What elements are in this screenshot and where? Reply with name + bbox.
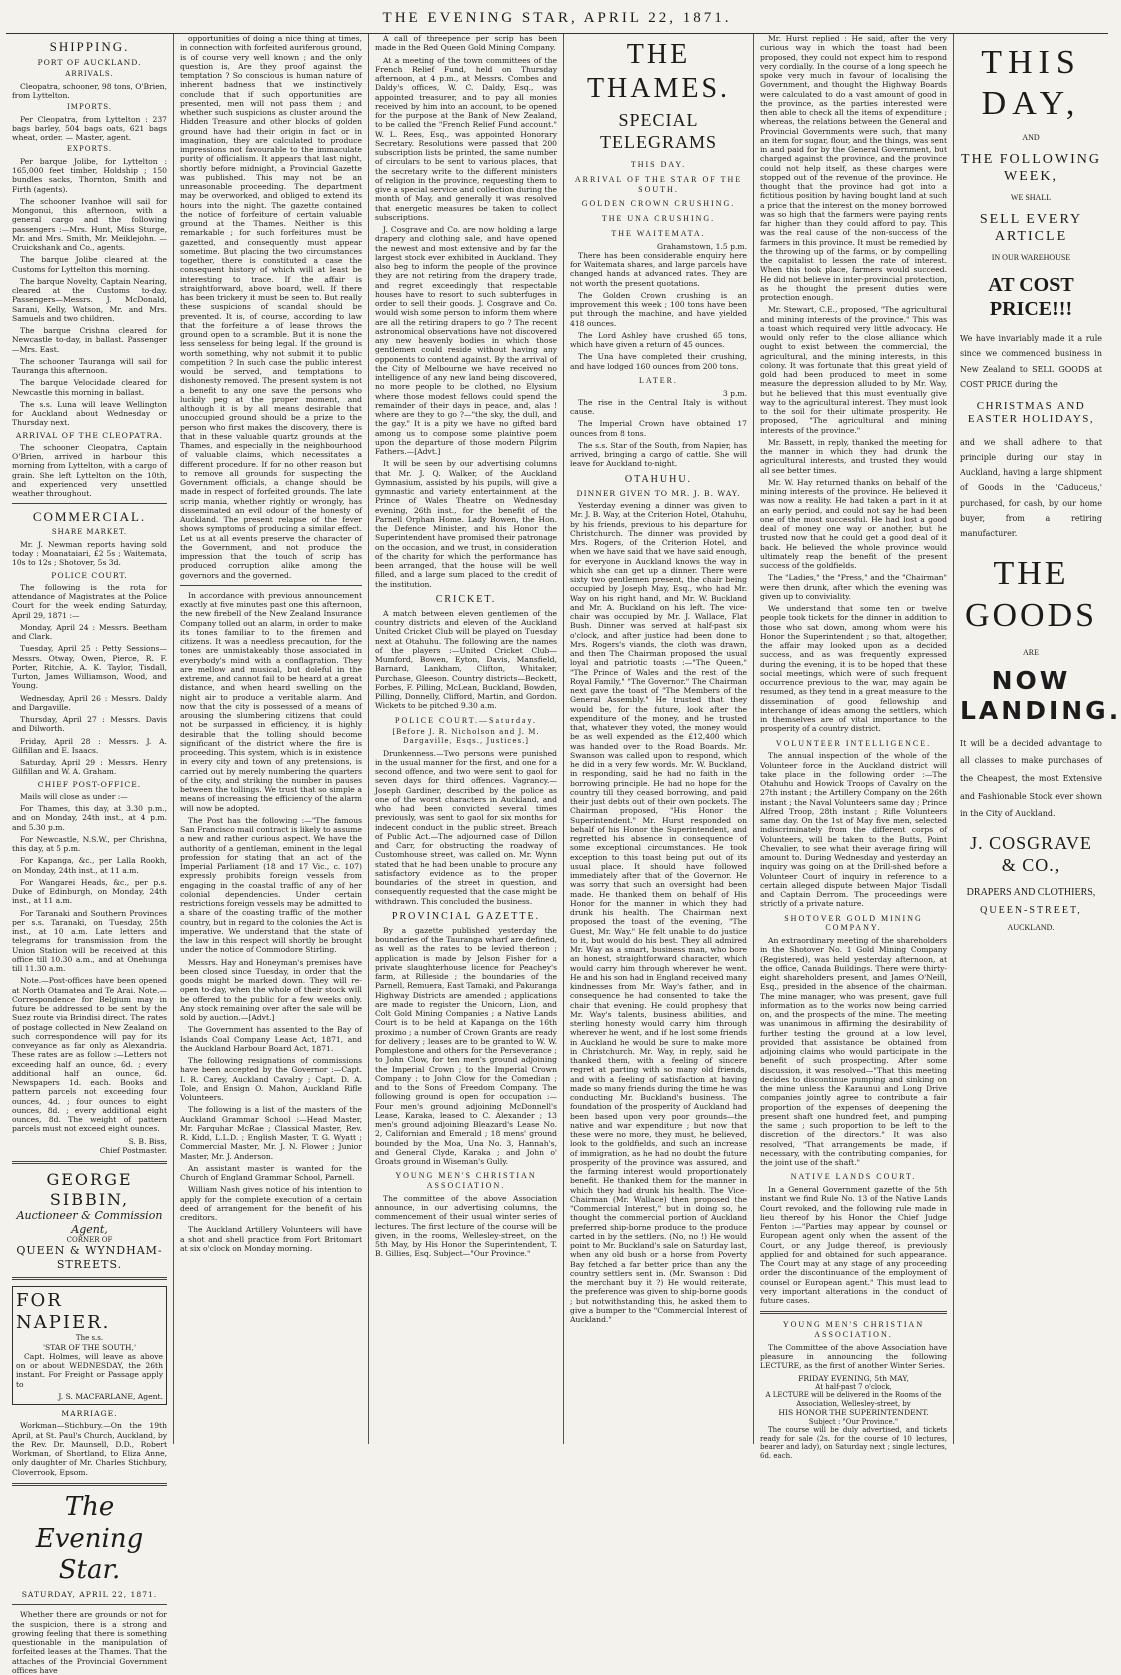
exports-text: Per barque Jolibe, for Lyttelton : 165,000 feet timber, Holdship ; 150 bundles sacks, Thornton, Smith and Firth (agents). (12, 156, 167, 194)
postmaster-name: S. B. Biss, (128, 1136, 167, 1146)
ad-drapers: DRAPERS AND CLOTHIERS, (966, 886, 1096, 898)
post-item: For Kapanga, &c., per Lalla Rookh, on Monday, 24th inst., at 11 a.m. (12, 856, 167, 875)
shotover-heading: SHOTOVER GOLD MINING COMPANY. (784, 913, 923, 933)
volunteer-text: The annual inspection of the whole of the Volunteer force in the Auckland district will take place in the following order :—The Otahuhu and Howick Troops of Cavalry on the 27th instant ; the Artillery Company on the 26th instant ; the Naval Volunteers same day ; Prince Alfred Troop, 28th instant ; Rifle Volunteers same day. On the 1st of May five men, selected indiscriminately from the different corps of Volunteers, will be taken to the Butts, Point Chevalier, to see what their average firing will amount to. During Wednesday and yesterday an inquiry was going on at the Drill-shed before a Volunteer Court of inquiry in reference to a certain alleged dispute between Major Tisdall and Captain Derrom. The proceedings were strictly of a private nature. (760, 751, 947, 909)
telegram-paragraph: There has been considerable enquiry here for Waitemata shares, and large parcels have changed hands at advanced rates. They are not worth the present quotations. (570, 250, 747, 288)
commercial-heading: COMMERCIAL. (32, 509, 147, 525)
post-item: For Newcastle, N.S.W., per Chrishna, this day, at 5 p.m. (12, 834, 167, 854)
ymca-ad-note: The course will be duly advertised, and tickets ready for sale (2s. for the course of 10 lectures, bearer and lady), on Saturday next ; single lectures, 6d. each. (760, 1426, 947, 1460)
editorial-paragraph: In accordance with previous announcement exactly at five minutes past one this afternoon, the new firebell of the New Zealand Insurance Company tolled out an alarm, in order to make its tones familiar to to the firemen and citizens. It was a needless precaution, for the tones are unmistakeably those associated in everybody's mind with a conflagration. They are mellow and musical, but doleful in the extreme, and cannot fail to be heard at a great distance, and when heard swelling on the night air to produce a veritable alarm. And now that the city is possessed of a means of arousing the slumbering citizens that could not be surpassed in efficiency, it is highly desirable that the tolling should become significant of the district where the fire is proceeding. This system, which is in existence in every city and town of any pretensions, is carried out by merely numbering the quarters of the city, and striking the number in pauses between the tollings. We trust that so simple a means of increasing the efficiency of the alarm will now be adopted. (180, 590, 362, 813)
otahuhu-heading: OTAHUHU. (624, 473, 693, 485)
marriage-heading: MARRIAGE. (61, 1409, 118, 1419)
editorial-paragraph: The following is a list of the masters of the Auckland Grammar School :—Head Master, Mr. Farquhar McRae ; Classical Master, Rev. R. Kidd, L.L.D. ; English Master, T. G. Wyatt ; Commercial Master, Mr. J. N. Flower ; Junior Master, Mr. J. Anderson. (180, 1105, 362, 1161)
dinner-heading: DINNER GIVEN TO MR. J. B. WAY. (576, 488, 741, 498)
native-lands-heading: NATIVE LANDS COURT. (790, 1172, 917, 1182)
editorial-paragraph: opportunities of doing a nice thing at times, in connection with forfeited auriferous ground, is of course very well known ; and the only question is, Are they proof against the temptation ? So conscious is human nature of inherent badness that we instinctively conclude that if such opportunities are presented, men will not pass them ; and whether such suspicions as cluster around the Hidden Treasure and other blocks of golden ground have had their origin in fact or in imagination, they are calculated to produce impressions not favourable to the immaculate purity of officialism. It appears that last night, shortly before midnight, a Provincial Gazette was published. This may not be an unreasonable proceeding. The department may be overworked, and obliged to extend its hours into the night. The gazette contained the notice of forfeiture of certain valuable ground at the Thames. Neither is this remarkable ; for such forfeitures must be gazetted, and consequently must appear sometime. But placing the two circumstances together, there is constituted a case the consequent history of which will at least be interesting to trace. If the affair is straightforward, above board, well. If there has been trickery it must be seen to. But really these suspicions of scandal should be prevented. It is, of course, according to law that the forfeiture a of lease throws the ground open to a scramble. But it is none the less senseless for being legal. If the ground is worth something, why not submit it to public competition ? In such case the public interest would be served, and temptations to dishonesty removed. The present system is not a benefit to any one save the persons who luckily peg at the proper moment, and although it is by all means desirable that unoccupied ground should be a prize to the person who first makes the discovery, there is that in these valuable quartz grounds at the Thames, and especially in the neighbourhood of valuable claims, which necessitates a different procedure. If for no other reason but to remove all grounds for suspecting the Government officials, a change should be made in respect of forfeited grounds. The late scrip mania, whether rightly or wrongly, has disseminated an evil odour of the honesty of Auckland. The present relapse of the fever shows symptoms of producing a similar effect. Let us at all events preserve the character of the Government, and not produce the impression that the touch of scrip has produced corruption alike among the governors and the governed. (180, 34, 362, 580)
cricket-text: A match between eleven gentlemen of the country districts and eleven of the Auckland United Cricket Club will be played on Tuesday next at Otahuhu. The following are the names of the players :—United Cricket Club—Mumford, Bowen, Eyton, Davis, Mansfield, Barnard, Lankham, Clifton, Whitaker, Purchase, Gleeson. Country districts—Beckett, Forbes, F. Pilling, McLean, Buckland, Bowden, Pilling, Donnelly, Clifford, Martin, and Gordon. Wickets to be pitched 9.30 a.m. (375, 608, 557, 711)
auction-ad (12, 1170, 167, 1271)
dinner-paragraph: Mr. Bassett, in reply, thanked the meeting for the manner in which they had drunk the agricultural interests, and trusted they would all see better times. (760, 437, 947, 475)
police-court-sub: [Before J. R. Nicholson and J. M. Dargaville, Esqs., Justices.] (392, 728, 540, 745)
post-item: For Thames, this day, at 3.30 p.m., and on Monday, 24th inst., at 4 p.m. and 5.30 p.m. (12, 804, 167, 832)
arrivals-text: Cleopatra, schooner, 98 tons, O'Brien, from Lyttelton. (12, 81, 167, 100)
police-heading: POLICE COURT. (51, 570, 128, 580)
masthead: THE EVENING STAR, APRIL 22, 1871. (6, 6, 1108, 34)
ymca-ad-date: FRIDAY EVENING, 5th MAY, (798, 1373, 909, 1383)
dinner-paragraph: The "Ladies," the "Press," and the "Chairman" were then drunk, after which the evening was given up to conviviality. (760, 573, 947, 601)
marriage-text: Workman—Stichbury.—On the 19th April, at St. Paul's Church, Auckland, by the Rev. Dr. Maunsell, D.D., Robert Workman, of Shortland, to Eliza Anne, only daughter of Mr. Charles Stichbury, Cloverrook, Epsom. (12, 1421, 167, 1477)
column-2 (174, 34, 369, 1444)
port-heading: PORT OF AUCKLAND. (37, 57, 142, 67)
column-3 (369, 34, 564, 1444)
editorial-paragraph: An assistant master is wanted for the Church of England Grammar School, Parnell. (180, 1163, 362, 1182)
news-paragraph: At a meeting of the town committees of the French Relief Fund, held on Thursday afternoon, at 4 p.m., at Messrs. Combes and Daldy's offices, W. C. Daldy, Esq., was appointed treasurer, and to pay all monies received by him into an account, to be opened for the purpose at the Bank of New Zealand, to be called the "French Relief Fund account." W. L. Rees, Esq., was appointed Honorary Secretary. Resolutions were passed that 200 subscription lists be printed, the same number of circulars to be sent to various places, that the secretary write to the different ministers of religion in the province, requesting them to give a special service and collection during the month of May, and generally it was resolved that energetic measures be taken to collect subscriptions. (375, 55, 557, 222)
news-paragraph: J. Cosgrave and Co. are now holding a large drapery and clothing sale, and have opened the newest and most extensive and by far the largest stock ever exhibited in Auckland. They also beg to inform the people of the province they are not retiring from the drapery trade, and regret exceedingly that respectable houses have to resort to such subterfuges in order to sell their goods. J. Cosgrave and Co. would wish some person to inform them where are all the retiring drapers to go ? The recent astronomical observations have not discovered any new heavenly bodies in which those gentlemen could reside without having any opponents to contend against. By the arrival of the City of Melbourne we have received no intelligence of any new land being discovered, no more people to be clothed, no Elysium where those modest fellows could spend the remainder of their days in peace, and, alas ! where are they to go ?—"the sky, the dull, and the gay." It is a pity we have no gifted bard among us to compose some plaintive poem upon the departure of those modern Pilgrim Fathers.—[Advt.] (375, 225, 557, 456)
napier-ship-name: 'STAR OF THE SOUTH,' (42, 1342, 137, 1352)
shipping-heading: SHIPPING. (49, 39, 130, 54)
auction-name: GEORGE SIBBIN, (46, 1170, 133, 1209)
ad-sell-every-article: SELL EVERY ARTICLE (979, 211, 1083, 244)
rota-item: Monday, April 24 : Messrs. Beetham and Clark. (12, 622, 167, 642)
column-5 (754, 34, 954, 1460)
napier-ss: The s.s. (75, 1334, 104, 1343)
ad-street: QUEEN-STREET, (980, 904, 1082, 916)
napier-heading: FOR NAPIER. (16, 1290, 111, 1334)
news-paragraph: A call of threepence per scrip has been made in the Red Queen Gold Mining Company. (375, 34, 557, 53)
dinner-paragraph: We understand that some ten or twelve people took tickets for the dinner in addition to those who sat down, among whom were his Honor the Superintendent ; so that, altogether, the affair may looked upon as a decided success, and as was frequently expressed during the evening, it is to be hoped that these social meetings, which were of such frequent occurrence previous to the war, may again be resumed, as they tend in a great measure to the dissemination of good fellowship and interchange of ideas among the settlers, which in themselves are of vital importance to the prosperity of a country district. (760, 604, 947, 734)
ymca-ad-heading: YOUNG MEN'S CHRISTIAN ASSOCIATION. (782, 1320, 925, 1339)
post-item: Note.—Post-offices have been opened at North Otamatea and Te Arai. Note.—Correspondence for Belgium may in future be addressed to be sent by the Suez route via Brindisi direct. The rates of postage collected in New Zealand on such correspondence will pay for its conveyance as far only as Alexandria. These rates are as follow :—Letters not exceeding half an ounce, 6d. ; every additional half an ounce, 6d. Newspapers 1d. each. Books and pattern parcels not exceeding four ounces, 4d. ; four ounces to eight ounces, 8d. ; every additional eight ounces, 8d. The weight of pattern parcels must not exceed eight ounces. (12, 976, 167, 1134)
ymca-ad-time: At half-past 7 o'clock, (815, 1382, 892, 1391)
ymca-ad-by: HIS HONOR THE SUPERINTENDENT. (778, 1408, 929, 1418)
column-4 (564, 34, 754, 1444)
dinner-paragraph: Mr. W. Hay returned thanks on behalf of the mining interests of the province. He believed it was now a reality. He had taken a part in it at an early period, and could not say he had been one of the most successful. He had lost a good deal of money one way or another, but he trusted now that he could get a good deal of it back. He believed the whole province would ultimately reap the benefit of the present success of the goldfields. (760, 477, 947, 570)
editorial-paragraph: The Government has assented to the Bay of Islands Coal Company Lease Act, 1871, and the Auckland Harbour Board Act, 1871. (180, 1025, 362, 1053)
imports-heading: IMPORTS. (67, 103, 112, 112)
ymca-ad-line: A LECTURE will be delivered in the Rooms of the Association, Wellesley-street, by (765, 1391, 942, 1408)
napier-text: Capt. Holmes, will leave as above on or about WEDNESDAY, the 26th instant. For Freight or Passage apply to (16, 1351, 163, 1389)
thames-title: THE THAMES. (586, 39, 731, 105)
gazette-text: By a gazette published yesterday the boundaries of the Tauranga wharf are defined, as well as the rates to be levied thereon ; application is made by Jelson Fisher for a private slaughterhouse licence for Peachey's farm, at Rilleside ; the boundaries of the Parnell, Remuera, East Tamaki, and Pakuranga Highway Districts are amended ; applications are made to register the Unicorn, Lion, and Colt Gold Mining Companies ; a Native Lands Court is to be held at Kapanga on the 16th proximo ; a number of Crown Grants are ready for delivery ; leases are to be granted to W. W. Pomplestone and others for the Perseverance ; to John Clow, for ten men's ground adjoining the Imperial Crown ; to the Imperial Crown Company ; to John Clow for the Comedian ; and to the Sons of Freedom Company. The following ground is open for occupation :—Four men's ground adjoining McDonnell's Lease, Karaka, leased to C. Alexander ; 13 men's ground adjoining Bleazard's Lease No. 2, Californian and Emerald ; 18 mens' ground bounded by the Moa, Una No. 3, Hannah's, and General Clyde, Karaka ; and John o' Groats ground in Wiseman's Gully. (375, 925, 557, 1167)
paper-date: SATURDAY, APRIL 22, 1871. (21, 1590, 158, 1600)
ad-warehouse: IN OUR WAREHOUSE (991, 252, 1071, 262)
rota-item: Friday, April 28 : Messrs. J. A. Gilfillan and E. Isaacs. (12, 736, 167, 755)
share-text: Mr. J. Newman reports having sold today : Moanataiari, £2 5s ; Waitemata, 10s to 12s ; Shotover, 5s 3d. (12, 539, 167, 568)
column-6-advertisement (954, 34, 1121, 1444)
police-court-heading: POLICE COURT.—Saturday. (395, 715, 537, 725)
post-item: For Wangarei Heads, &c., per p.s. Duke of Edinburgh, on Monday, 24th inst., at 11 a.m. (12, 877, 167, 906)
telegram-paragraph: The Lord Ashley have crushed 65 tons, which have given a return of 45 ounces. (570, 330, 747, 350)
divider (12, 1277, 167, 1280)
ymca-ad-subject: Subject : "Our Province." (808, 1417, 899, 1426)
napier-ad (12, 1286, 167, 1405)
arrival-heading: ARRIVAL OF THE STAR OF THE SOUTH. (574, 174, 743, 194)
shipping-paragraph: The schooner Tauranga will sail for Tauranga this afternoon. (12, 356, 167, 376)
columns (6, 34, 1121, 1675)
una-heading: THE UNA CRUSHING. (601, 214, 716, 224)
imports-text: Per Cleopatra, from Lyttelton : 237 bags barley, 504 bags oats, 621 bags wheat, order. — Master, agent. (12, 114, 167, 143)
ad-now-landing: NOW LANDING. (960, 665, 1121, 726)
police-court-text: Drunkenness.—Two persons were punished in the usual manner for the first, and one for a second offence, and two were sent to gaol for seven days for third offences. Vagrancy.—Joseph Gardiner, described by the police as one of the worst characters in Auckland, and who had been convicted several times previously, was sent to gaol for six months for indecent conduct in the public street. Breach of Public Act.—The adjourned case of Dillon and Carr, for obstructing the roadway of Customhouse street, was called on. Mr. Wynn stated that he had been unable to procure any satisfactory evidence as to the proper boundaries of the street in question, and consequently requested that the case might be withdrawn. This concluded the business. (375, 748, 557, 906)
cricket-heading: CRICKET. (435, 593, 497, 605)
ad-holidays: CHRISTMAS AND EASTER HOLIDAYS, (967, 400, 1095, 426)
auction-streets: QUEEN & WYNDHAM-STREETS. (16, 1244, 163, 1271)
ymca-ad-text: The Committee of the above Association have pleasure in announcing the following LECTURE, as the first of another Winter Series. (760, 1342, 947, 1371)
ad-we-shall: WE SHALL (1010, 192, 1052, 202)
ymca-text: The committee of the above Association announce, in our advertising columns, the commencement of their usual winter series of lectures. The first lecture of the course will be given, in the rooms, Wellesley-street, on the 5th May, by His Honor the Superintendent, T. B. Gillies, Esq. Subject—"Our Province." (375, 1193, 557, 1259)
ymca-heading: YOUNG MEN'S CHRISTIAN ASSOCIATION. (395, 1171, 537, 1191)
telegram-paragraph: The Imperial Crown have obtained 17 ounces from 8 tons. (570, 419, 747, 438)
telegram-paragraph: The Golden Crown crushing is an improvement this week ; 100 tons have been put through the machine, and have yielded 418 ounces. (570, 290, 747, 328)
ad-and: AND (1022, 132, 1040, 142)
waitemata-heading: THE WAITEMATA. (611, 228, 706, 238)
rota-item: Wednesday, April 26 : Messrs. Daldy and Dargaville. (12, 693, 167, 712)
news-paragraph: It will be seen by our advertising columns that Mr. J. Q. Walker, of the Auckland Gymnasium, assisted by his pupils, will give a gymnastic and variety entertainment at the Prince of Wales Theatre on Wednesday evening, 26th inst., for the benefit of the Parnell Orphan Home. Lady Bowen, the Hon. the Defence Minister, and his Honor the Superintendent have promised their patronage on the occasion, and we trust, in consideration of the charity for which the performance has been arranged, that the house will be well filled, and a large sum placed to the credit of the institution. (375, 459, 557, 589)
ad-body-3: It will be a decided advantage to all classes to make purchases of the Cheapest, the most Extensive and Fashionable Stock ever shown in the City of Auckland. (960, 738, 1102, 819)
ad-this-day: THIS DAY, (981, 44, 1081, 123)
post-heading: CHIEF POST-OFFICE. (37, 779, 142, 789)
telegram-paragraph: The s.s. Star of the South, from Napier, has arrived, bringing a cargo of cattle. She will leave for Auckland to-night. (570, 440, 747, 469)
arrival-heading: ARRIVAL OF THE CLEOPATRA. (15, 430, 164, 440)
divider (760, 1311, 947, 1314)
editorial-paragraph: William Nash gives notice of his intention to apply for the complete execution of a certain deed of arrangement for the benefit of his creditors. (180, 1185, 362, 1222)
divider (12, 1604, 167, 1605)
shipping-paragraph: The barque Jolibe cleared at the Customs for Lyttelton this morning. (12, 255, 167, 274)
volunteer-heading: VOLUNTEER INTELLIGENCE. (775, 738, 932, 748)
dateline: Grahamstown, 1.5 p.m. (657, 241, 747, 251)
native-lands-text: In a General Government gazette of the 5th instant we find Rule No. 13 of the Native Lands Court revoked, and the following rule made in lieu thereof by his Honor the Chief Judge Fenton :—"Parties may appear by counsel or European agent only when the assent of the Court, or any Judge thereof, is previously applied for and obtained for such appearance. The Court may at any stage of any proceeding order the discontinuance of the employment of counsel or European agent." This must lead to very important alterations in the conduct of future cases. (760, 1185, 947, 1305)
arrivals-heading: ARRIVALS. (65, 70, 114, 79)
editorial-paragraph: The Auckland Artillery Volunteers will have a shot and shell practice from Fort Britomart at six o'clock on Monday morning. (180, 1225, 362, 1253)
napier-agent: J. S. MACFARLANE, Agent. (58, 1391, 163, 1401)
exports-heading: EXPORTS. (66, 145, 113, 154)
auction-role: Auctioneer & Commission Agent, (16, 1209, 163, 1236)
divider (12, 1483, 167, 1486)
ad-the-goods: THE GOODS (964, 555, 1098, 634)
divider (12, 503, 167, 504)
editorial-paragraph: The Post has the following :—"The famous San Francisco mail contract is likely to assume a new and rather curious aspect. We have the authority of a gentleman, eminent in the legal profession for stating that an act of the Imperial Parliament (18 and 17 Vic., c. 107) expressly prohibits foreign vessels from engaging in the coastal traffic of any of her colonial dependencies. Under certain restrictions foreign vessels may be admitted to a share of the coasting traffic of the mother country, but in regard to the colonies the Act is imperative. We understand that the state of the law in this respect will shortly be brought under the notice of Commodore Stirling. (180, 815, 362, 955)
this-day-heading: THIS DAY. (630, 160, 687, 170)
shotover-text: An extraordinary meeting of the shareholders in the Shotover No. 1 Gold Mining Company (Registered), was held yesterday afternoon, at the office, Canada Buildings. There were thirty-eight shareholders present, and James O'Neill, Esq., presided in the absence of the chairman. The mine manager, who was present, gave full information as to the works now being carried on, and the prospects of the mine. The meeting was unanimous in affirming the desirability of further testing the ground at a low level, provided that assistance be obtained from adjoining claims who would participate in the benefit of such prospecting. After some discussion, it was resolved—"That this meeting decides to discontinue pumping and sinking on the mine unless the Karaunui and Long Drive companies jointly agree to contribute a fair proportion of the expenses of deepening the present shaft one hundred feet, and pumping the same ; such proportion to be left to the discretion of the directors." It was also resolved, "That arrangements be made, if necessary, with the contributing companies, for the joint use of the shaft." (760, 936, 947, 1167)
later-heading: LATER. (639, 375, 678, 385)
divider (180, 585, 362, 586)
rota-item: Thursday, April 27 : Messrs. Davis and Dilworth. (12, 715, 167, 734)
editorial-paragraph: The following resignations of commissions have been accepted by the Governor :—Capt. I. R. Carey, Auckland Cavalry ; Capt. D. A. Tole, and Ensign O. Mahon, Auckland Rifle Volunteers. (180, 1056, 362, 1102)
shipping-paragraph: The s.s. Luna will leave Wellington for Auckland about Wednesday or Thursday next. (12, 399, 167, 428)
golden-crown-heading: GOLDEN CROWN CRUSHING. (581, 199, 736, 209)
postmaster-title: Chief Postmaster. (99, 1145, 167, 1155)
rota-item: Saturday, April 29 : Messrs. Henry Gilfillan and W. A. Graham. (12, 758, 167, 777)
ad-cost-price: AT COST PRICE!!! (988, 273, 1074, 320)
dinner-text: Yesterday evening a dinner was given to Mr. J. B. Way, at the Criterion Hotel, Otahuhu, by his friends, previous to his departure for Christchurch. The dinner was provided by Mrs. Rogers, of the Criterion Hotel, and when we have said that we have said enough, for everyone in Auckland knows the way in which she can get up a dinner. There were sixty two gentlemen present, the chair being occupied by Joseph May, Esq., who had Mr. Way on his right hand, and Mr. W. Buckland and Mr. A. Buckland on his left. The vice-chair was occupied by Mr. J. Wallace, Flat Bush. Dinner was served at half-past six o'clock, and after justice had been done to Mrs. Rogers's viands, the cloth was drawn, and then The Chairman proposed the usual loyal and patriotic toasts :—"The Queen," "The Prince of Wales and the rest of the Royal Family," "The Governor." The Chairman next gave the toast of "The Members of the General Assembly." He trusted that they would be, for the future, look after the expenditure of the money, and he trusted that, whatever they voted, the money would be as well expended as the £12,400 which was handed over to the Road Boards. Mr. Swanson was called upon to respond, which he did in a very few words. Mr. W. Buckland, in responding, said he had no faith in the borrowing principle. He had no hope for the country till they ceased borrowing, and paid their just debts out of their own pockets. The Chairman proposed, "His Honor the Superintendent." Mr. Hurst responded on behalf of his Honor the Superintendent, and regretted his absence in consequence of some exceptional circumstances. He took exception to this toast being put out of its usual place. It should have followed immediately after that of the Governor. He was sorry that such an oversight had been made. He thanked them on behalf of His Honor for the manner in which they had drunk his health. The Chairman next proposed the toast of the evening, "The Guest, Mr. Way." He felt unable to do justice to it, but would do his best. They all admired Mr. Way as a smart, business man, who bore an honest, straightforward character, which would carry him through wherever he went. He and his son had in England received many kindnesses from Mr. Way's father, and in consequence he had consented to take the chair that evening. He could prophesy that Mr. Way's talents, business abilities, and sterling honesty would carry him through wherever he went, and if he lost some friends in Auckland he would be sure to make more in Christchurch. Mr. Way, in reply, said he thanked them, with a feeling of sincere regret at parting with so many old friends, and with a feeling of satisfaction at having made so many friends during the time he was conducting Mr. Buckland's business. The foundation of the prosperity of Auckland had been based upon very poor grounds—the native and war expenditure ; but now that these were no more, they must, he believed, look to the goldfields, and such an increase of immigration, as he had no doubt the future prosperity of the province was assured, and the farming interest would proportionately benefit. He thanked them for the manner in which they had drunk his health. The Vice-Chairman (Mr. Wallace) then proposed the "Commercial Interest," but in doing so, he thought the commercial portion of Auckland preferred ship-borne produce to the produce carted in by the settlers. (No, no !) He would point to Mr. Buckland's sale on Saturday last, when any old bush or a horse from Poverty Bay fetched a far better price than any the country settlers sent in. (Mr. Swanson : Did the merchant buy it ?) He would reiterate, the preference was given to ship-borne goods ; but notwithstanding this, he asked them to give a bumper to the "Commercial Interest of Auckland." (570, 501, 747, 1325)
telegram-paragraph: The Una have completed their crushing, and have lodged 160 ounces from 200 tons. (570, 352, 747, 371)
ad-body-2: and we shall adhere to that principle during our stay in Auckland, having a large shipment of Goods in the 'Caduceus,' purchased, for cash, by our home buyer, from a retiring manufacturer. (960, 437, 1102, 538)
divider (12, 1161, 167, 1164)
gazette-heading: PROVINCIAL GAZETTE. (391, 910, 541, 922)
later-time: 3 p.m. (722, 388, 747, 398)
ad-body-1: We have invariably made it a rule since we commenced business in New Zealand to SELL GOODS at COST PRICE during the (960, 334, 1102, 389)
column-1 (6, 34, 174, 1675)
editorial-paragraph: Messrs. Hay and Honeyman's premises have been closed since Tuesday, in order that the goods might be marked down. They will re-open to-day, when the whole of their stock will be offered to the public for a few weeks only. Any stock remaining over after the sale will be sold by auction.—[Advt.] (180, 957, 362, 1022)
shipping-paragraph: The schooner Ivanhoe will sail for Mongonui, this afternoon, with a general cargo and the following passengers :—Mrs. Hunt, Miss Sturge, Mr. and Mrs. Smith, Mr. Meiklejohn. —Cruickshank and Co., agents. (12, 196, 167, 253)
post-item: For Taranaki and Southern Provinces per s.s. Taranaki, on Tuesday, 25th inst., at 10 a.m. Late letters and telegrams for transmission from the Union Station will be received at this office till 10.30 a.m., and at Onehunga till 11.30 a.m. (12, 908, 167, 974)
leader-text: Whether there are grounds or not for the suspicion, there is a strong and growing feeling that there is something questionable in the manipulation of forfeited leases at the Thames. That the attaches of the Provincial Government offices have (12, 1610, 167, 1675)
shipping-paragraph: The barque Velocidade cleared for Newcastle this morning in ballast. (12, 378, 167, 397)
share-market-heading: SHARE MARKET. (51, 528, 128, 537)
police-intro: The following is the rota for attendance of Magistrates at the Police Court for the week ending Saturday, April 29, 1871 :— (12, 582, 167, 620)
arrival-text: The schooner Cleopatra, Captain O'Brien, arrived in harbour this morning from Lyttelton, with a cargo of grain. She left Lyttelton on the 10th, and experienced very unsettled weather throughout. (12, 442, 167, 499)
ad-following-week: THE FOLLOWING WEEK, (961, 151, 1101, 184)
dinner-paragraph: Mr. Hurst replied : He said, after the very curious way in which the toast had been proposed, they could not expect him to respond very cordially. In the course of a long speech he spoke very much in favour of localising the Government, and thought the Highway Boards were calculated to do a vast amount of good in the province, as the parties interested were then able to check all the items of expenditure ; whereas, the relations between the General and Provincial Governments were such, that many an item for sugar, flour, and the things, was sent in and paid for by the General Government, but charged against the province, and the province could not help itself, as these charges were stopped out of the revenue of the province. He thought that the province had got into a fictitious position by having bought land at such a price that the interest on the money borrowed was so high that the farmers were paying rents far higher than they could afford to pay. This was the real cause of the non-success of the farmers in this province. It must be remedied by the throwing up of the farms, or by compelling the capitalist to lessen the rate of interest. When this took place, farmers would succeed. He did not believe in inter-provincial protection, as he thought the present duties were protection enough. (760, 34, 947, 302)
shipping-paragraph: The barque Crishna cleared for Newcastle to-day, in ballast. Passenger—Mrs. East. (12, 326, 167, 354)
rota-item: Tuesday, April 25 : Petty Sessions—Messrs. Otway, Owen, Pierce, R. F. Porter, Ritchie, A. K. Taylor, Tisdall, Turton, James Williamson, Wood, and Young. (12, 644, 167, 691)
telegram-paragraph: The rise in the Central Italy is without cause. (570, 397, 747, 417)
auction-corner: CORNER OF (66, 1235, 113, 1244)
shipping-paragraph: The barque Novelty, Captain Nearing, cleared at the Customs to-day. Passengers—Messrs. J. McDonald, Sarani, Kelly, Watson, Mr. and Mrs. Samuels and two children. (12, 276, 167, 323)
paper-title: The Evening Star. (35, 1491, 144, 1586)
dinner-paragraph: Mr. Stewart, C.E., proposed, "The agricultural and mining interests of the province." This was a toast which required very little advocacy. He would only refer to the close alliance which ought to exist between the commercial, the agricultural, and the mining interests, in this colony. It was fortunate that this great yield of gold had been produced to meet in some measure the depression alluded to by Mr. Way, but he believed that this must eventually give way to the agricultural interest. They must look to the soil for their ultimate prosperity. He proposed, "The agricultural and mining interests of the province." (760, 305, 947, 435)
ad-firm-name: J. COSGRAVE & CO., (970, 832, 1092, 875)
post-intro: Mails will close as under :— (20, 791, 128, 801)
ad-are: ARE (1023, 648, 1039, 658)
telegrams-title: SPECIAL TELEGRAMS (600, 110, 717, 153)
ad-city: AUCKLAND. (1007, 923, 1055, 933)
